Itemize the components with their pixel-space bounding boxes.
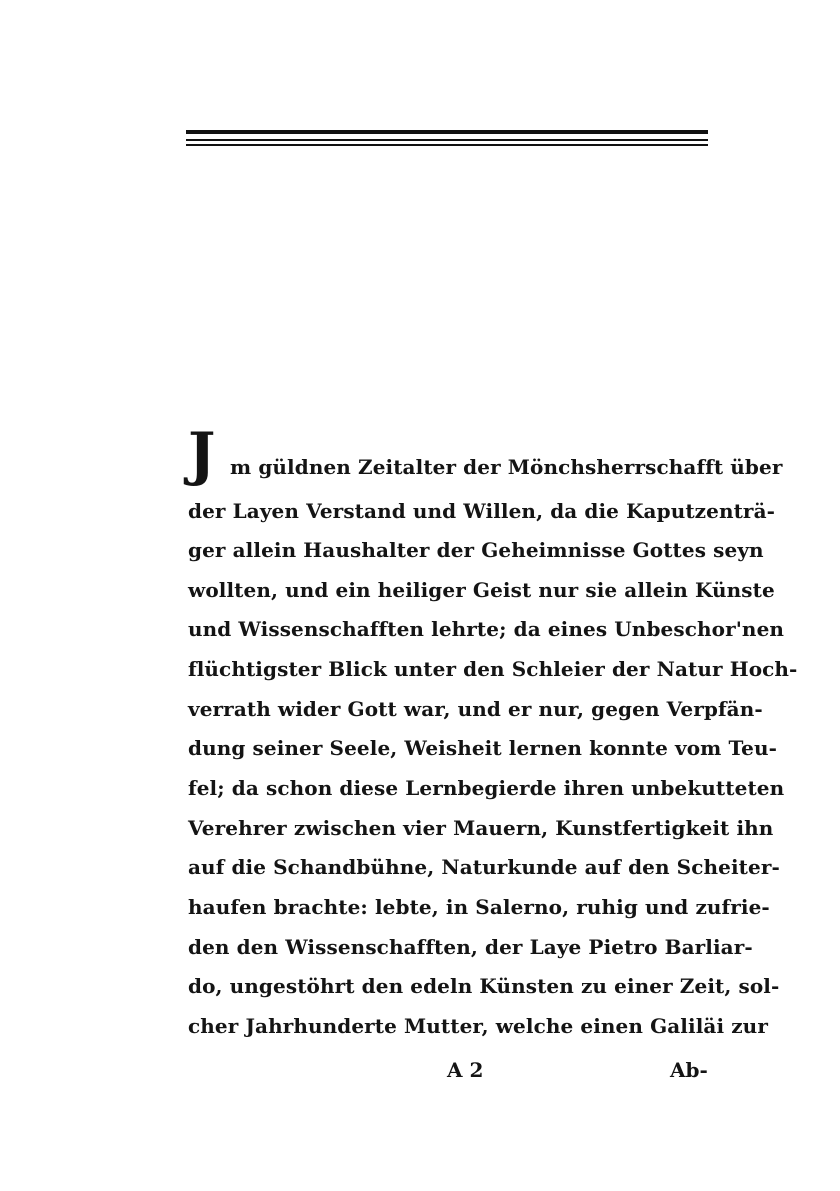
text-line-1: m güldnen Zeitalter der Mönchsherrschafft über <box>230 455 783 479</box>
text-line-14: do, ungestöhrt den edeln Künsten zu einer Zeit, sol- <box>188 974 780 998</box>
text-line-6: flüchtigster Blick unter den Schleier der Natur Hoch- <box>188 657 798 681</box>
header-rule-thin-lower <box>186 144 708 146</box>
text-line-10: Verehrer zwischen vier Mauern, Kunstfertigkeit ihn <box>188 816 774 840</box>
signature-mark: A 2 <box>447 1058 484 1082</box>
text-line-13: den den Wissenschafften, der Laye Pietro Barliar- <box>188 935 753 959</box>
text-line-4: wollten, und ein heiliger Geist nur sie allein Künste <box>188 578 775 602</box>
text-line-7: verrath wider Gott war, und er nur, gegen Verpfän- <box>188 697 763 721</box>
text-line-15: cher Jahrhunderte Mutter, welche einen Galiläi zur <box>188 1014 768 1038</box>
text-line-2: der Layen Verstand und Willen, da die Kaputzenträ- <box>188 499 776 523</box>
drop-initial: J <box>188 420 216 488</box>
text-line-8: dung seiner Seele, Weisheit lernen konnte vom Teu- <box>188 736 778 760</box>
catchword: Ab- <box>670 1058 708 1082</box>
header-rule-thick <box>186 130 708 134</box>
text-line-5: und Wissenschafften lehrte; da eines Unbeschor'nen <box>188 617 785 641</box>
text-line-9: fel; da schon diese Lernbegierde ihren unbekutteten <box>188 776 785 800</box>
text-line-11: auf die Schandbühne, Naturkunde auf den Scheiter- <box>188 855 780 879</box>
text-line-3: ger allein Haushalter der Geheimnisse Gottes seyn <box>188 538 764 562</box>
text-line-12: haufen brachte: lebte, in Salerno, ruhig und zufrie- <box>188 895 770 919</box>
header-rule-thin <box>186 139 708 141</box>
